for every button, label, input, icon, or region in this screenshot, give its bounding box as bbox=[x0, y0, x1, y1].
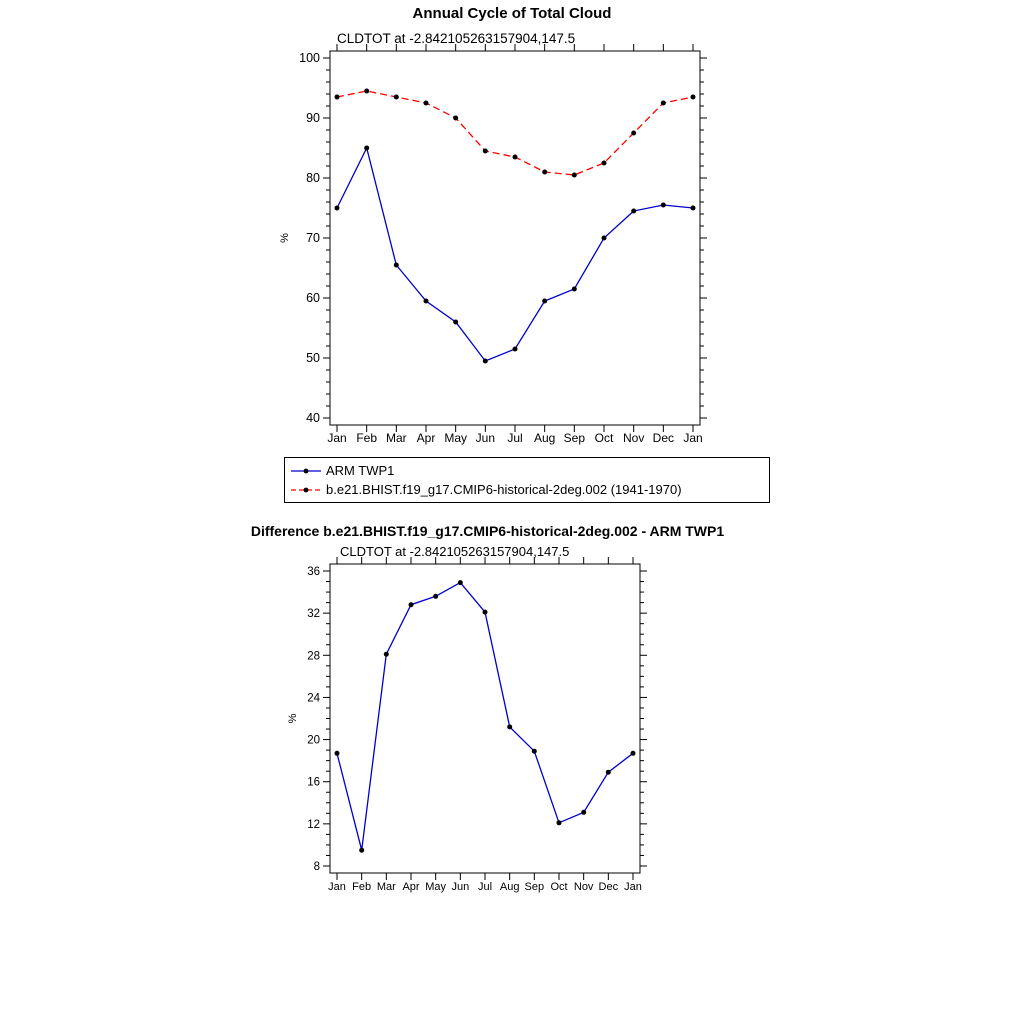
data-point-marker bbox=[424, 101, 429, 106]
bottom-chart-subtitle: CLDTOT at -2.842105263157904,147.5 bbox=[340, 544, 570, 559]
data-point-marker bbox=[631, 131, 636, 136]
y-tick-label: 20 bbox=[307, 734, 320, 747]
x-tick-label: Apr bbox=[402, 881, 420, 893]
y-tick-label: 12 bbox=[307, 818, 320, 831]
data-point-marker bbox=[557, 820, 562, 825]
annual-cycle-chart bbox=[279, 44, 707, 445]
legend bbox=[284, 457, 770, 503]
x-tick-label: Apr bbox=[416, 431, 436, 445]
data-point-marker bbox=[335, 95, 340, 100]
x-tick-label: Sep bbox=[563, 431, 586, 445]
y-tick-label: 8 bbox=[313, 861, 320, 873]
series-line bbox=[337, 91, 693, 175]
series-line bbox=[337, 148, 693, 361]
legend-item-model bbox=[290, 480, 764, 499]
data-point-marker bbox=[532, 749, 537, 754]
data-point-marker bbox=[453, 116, 458, 121]
data-point-marker bbox=[483, 359, 488, 364]
y-tick-label: 16 bbox=[307, 776, 320, 789]
x-tick-label: Aug bbox=[533, 431, 556, 445]
data-point-marker bbox=[384, 652, 389, 657]
data-point-marker bbox=[542, 299, 547, 304]
y-tick-label: 28 bbox=[307, 650, 320, 663]
data-point-marker bbox=[513, 155, 518, 160]
y-tick-label: 90 bbox=[306, 111, 320, 125]
data-point-marker bbox=[394, 263, 399, 268]
x-tick-label: Feb bbox=[356, 431, 378, 445]
data-point-marker bbox=[581, 810, 586, 815]
data-point-marker bbox=[631, 751, 636, 756]
y-tick-label: 40 bbox=[306, 411, 320, 425]
data-point-marker bbox=[572, 173, 577, 178]
x-tick-label: Dec bbox=[652, 431, 675, 445]
data-point-marker bbox=[364, 89, 369, 94]
data-point-marker bbox=[606, 770, 611, 775]
data-point-marker bbox=[409, 602, 414, 607]
x-tick-label: Aug bbox=[499, 881, 520, 893]
x-tick-label: May bbox=[444, 431, 468, 445]
x-tick-label: Feb bbox=[352, 881, 372, 893]
data-point-marker bbox=[483, 610, 488, 615]
data-point-marker bbox=[631, 209, 636, 214]
data-point-marker bbox=[602, 161, 607, 166]
legend-marker-dot bbox=[304, 487, 309, 492]
data-point-marker bbox=[394, 95, 399, 100]
difference-chart bbox=[287, 557, 647, 893]
x-tick-label: Jul bbox=[507, 431, 523, 445]
x-tick-label: Dec bbox=[598, 881, 619, 893]
x-tick-label: May bbox=[425, 881, 447, 893]
data-point-marker bbox=[483, 149, 488, 154]
x-tick-label: Mar bbox=[385, 431, 407, 445]
y-tick-label: 80 bbox=[306, 171, 320, 185]
y-tick-label: 36 bbox=[307, 566, 320, 578]
data-point-marker bbox=[661, 101, 666, 106]
top-chart-subtitle: CLDTOT at -2.842105263157904,147.5 bbox=[337, 31, 576, 46]
x-tick-label: Nov bbox=[622, 431, 645, 445]
x-tick-label: Jun bbox=[451, 881, 470, 893]
data-point-marker bbox=[542, 170, 547, 175]
data-point-marker bbox=[513, 347, 518, 352]
y-tick-label: 32 bbox=[307, 608, 320, 621]
data-point-marker bbox=[691, 95, 696, 100]
x-tick-label: Jan bbox=[327, 431, 347, 445]
data-point-marker bbox=[335, 751, 340, 756]
legend-label-model: b.e21.BHIST.f19_g17.CMIP6-historical-2deg.002 (1941-1970) bbox=[326, 482, 682, 497]
data-point-marker bbox=[335, 206, 340, 211]
y-tick-label: 100 bbox=[299, 51, 320, 65]
y-tick-label: 70 bbox=[306, 231, 320, 245]
series-line bbox=[337, 583, 633, 851]
y-axis-title: % bbox=[287, 713, 299, 724]
legend-dashed-line-sample bbox=[290, 484, 322, 496]
bottom-chart-title: Difference b.e21.BHIST.f19_g17.CMIP6-historical-2deg.002 - ARM TWP1 bbox=[250, 523, 725, 539]
data-point-marker bbox=[453, 320, 458, 325]
x-tick-label: Jul bbox=[477, 881, 493, 893]
legend-solid-line-sample bbox=[290, 465, 322, 477]
x-tick-label: Jan bbox=[328, 881, 346, 893]
x-tick-label: Sep bbox=[524, 881, 545, 893]
x-tick-label: Jan bbox=[624, 881, 642, 893]
x-tick-label: Mar bbox=[376, 881, 396, 893]
data-point-marker bbox=[458, 580, 463, 585]
data-point-marker bbox=[364, 146, 369, 151]
y-tick-label: 24 bbox=[307, 692, 320, 705]
data-point-marker bbox=[691, 206, 696, 211]
data-point-marker bbox=[572, 287, 577, 292]
x-tick-label: Oct bbox=[550, 881, 568, 893]
legend-item-arm-twp1 bbox=[290, 461, 764, 480]
y-tick-label: 50 bbox=[306, 351, 320, 365]
legend-marker-dot bbox=[304, 468, 309, 473]
top-chart-title: Annual Cycle of Total Cloud bbox=[412, 5, 612, 22]
data-point-marker bbox=[359, 848, 364, 853]
data-point-marker bbox=[433, 594, 438, 599]
x-tick-label: Jun bbox=[475, 431, 496, 445]
x-tick-label: Oct bbox=[594, 431, 614, 445]
data-point-marker bbox=[424, 299, 429, 304]
legend-label-arm-twp1: ARM TWP1 bbox=[326, 463, 395, 478]
y-tick-label: 60 bbox=[306, 291, 320, 305]
data-point-marker bbox=[507, 724, 512, 729]
data-point-marker bbox=[602, 236, 607, 241]
plot-frame bbox=[330, 51, 700, 425]
x-tick-label: Nov bbox=[573, 881, 594, 893]
x-tick-label: Jan bbox=[683, 431, 703, 445]
data-point-marker bbox=[661, 203, 666, 208]
y-axis-title: % bbox=[279, 233, 291, 243]
